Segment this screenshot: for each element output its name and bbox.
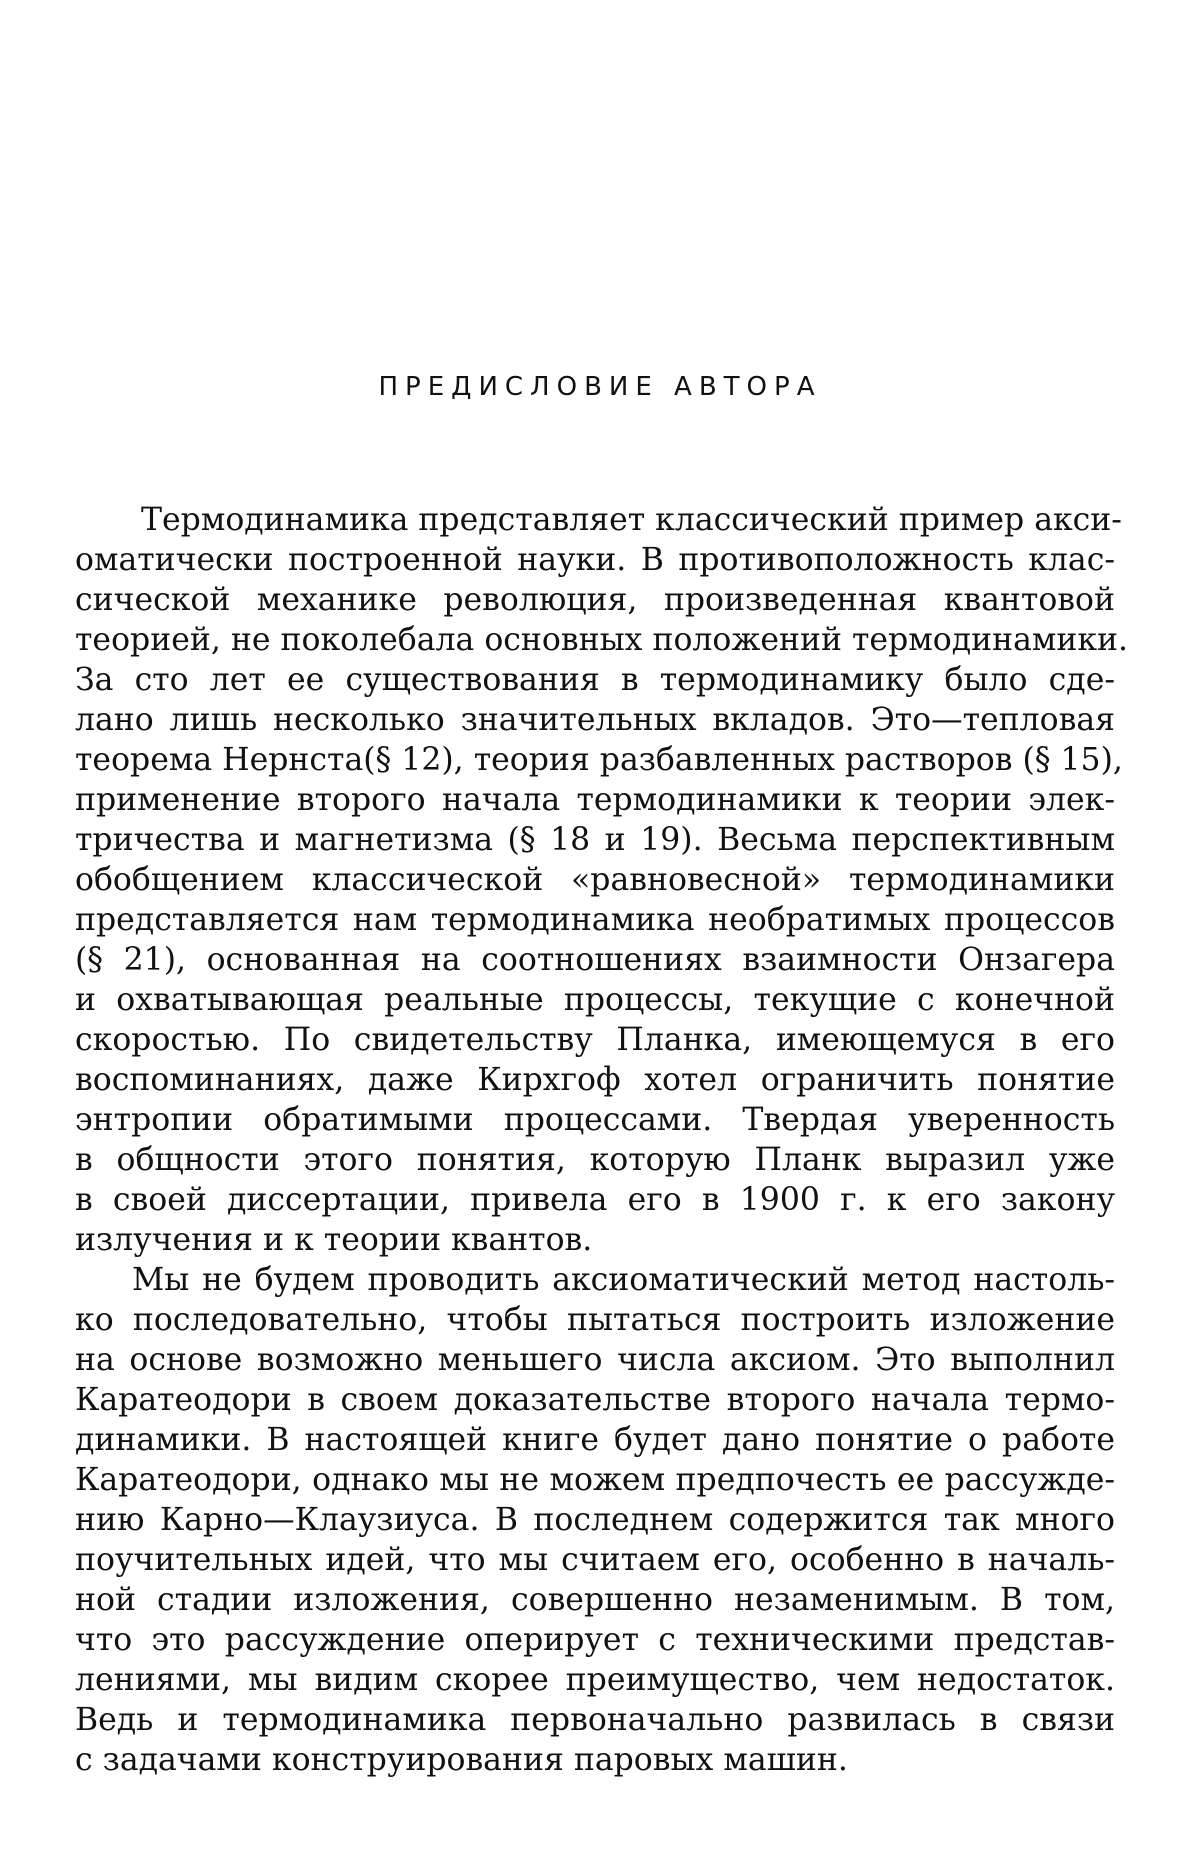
text-line: лениями, мы видим скорее преимущество, чем недостаток. <box>75 1662 1115 1698</box>
text-line: Мы не будем проводить аксиоматический метод настоль- <box>132 1262 1115 1298</box>
text-line: оматически построенной науки. В противоположность клас- <box>75 542 1115 578</box>
text-line: ко последовательно, чтобы пытаться построить изложение <box>75 1302 1115 1338</box>
text-line: динамики. В настоящей книге будет дано понятие о работе <box>75 1422 1115 1458</box>
text-line: поучительных идей, что мы считаем его, особенно в началь- <box>75 1542 1115 1578</box>
text-line: энтропии обратимыми процессами. Твердая уверенность <box>75 1102 1115 1138</box>
text-line: что это рассуждение оперирует с техническими представ- <box>75 1622 1115 1658</box>
text-line: применение второго начала термодинамики к теории элек- <box>75 782 1115 818</box>
text-line: обобщением классической «равновесной» термодинамики <box>75 862 1115 898</box>
text-line: скоростью. По свидетельству Планка, имеющемуся в его <box>75 1022 1115 1058</box>
text-line: ной стадии изложения, совершенно незаменимым. В том, <box>75 1582 1115 1618</box>
text-line: воспоминаниях, даже Кирхгоф хотел ограничить понятие <box>75 1062 1115 1098</box>
text-line: За сто лет ее существования в термодинамику было сде- <box>75 662 1115 698</box>
text-line: Термодинамика представляет классический пример акси- <box>141 502 1122 538</box>
text-line: с задачами конструирования паровых машин. <box>75 1742 848 1778</box>
text-line: теорема Нернста(§ 12), теория разбавленных растворов (§ 15), <box>75 742 1123 778</box>
text-line: в своей диссертации, привела его в 1900 г. к его закону <box>75 1182 1115 1218</box>
body-text <box>75 500 1129 1780</box>
text-line: Каратеодори, однако мы не можем предпочесть ее рассужде- <box>75 1462 1115 1498</box>
text-line: теорией, не поколебала основных положений термодинамики. <box>75 622 1129 658</box>
paragraph-1 <box>75 500 1129 1260</box>
text-line: на основе возможно меньшего числа аксиом. Это выполнил <box>75 1342 1115 1378</box>
text-line: излучения и к теории квантов. <box>75 1222 593 1258</box>
text-line: (§ 21), основанная на соотношениях взаимности Онзагера <box>75 942 1115 978</box>
text-line: Каратеодори в своем доказательстве второго начала термо- <box>75 1382 1115 1418</box>
text-line: тричества и магнетизма (§ 18 и 19). Весьма перспективным <box>75 822 1115 858</box>
text-line: лано лишь несколько значительных вкладов. Это—тепловая <box>75 702 1115 738</box>
text-line: сической механике революция, произведенная квантовой <box>75 582 1115 618</box>
text-line: представляется нам термодинамика необратимых процессов <box>75 902 1115 938</box>
text-line: в общности этого понятия, которую Планк выразил уже <box>75 1142 1115 1178</box>
page-heading: ПРЕДИСЛОВИЕ АВТОРА <box>378 372 822 402</box>
text-line: Ведь и термодинамика первоначально развилась в связи <box>75 1702 1115 1738</box>
text-line: нию Карно—Клаузиуса. В последнем содержится так много <box>75 1502 1115 1538</box>
paragraph-2 <box>75 1260 1115 1780</box>
text-line: и охватывающая реальные процессы, текущие с конечной <box>75 982 1115 1018</box>
